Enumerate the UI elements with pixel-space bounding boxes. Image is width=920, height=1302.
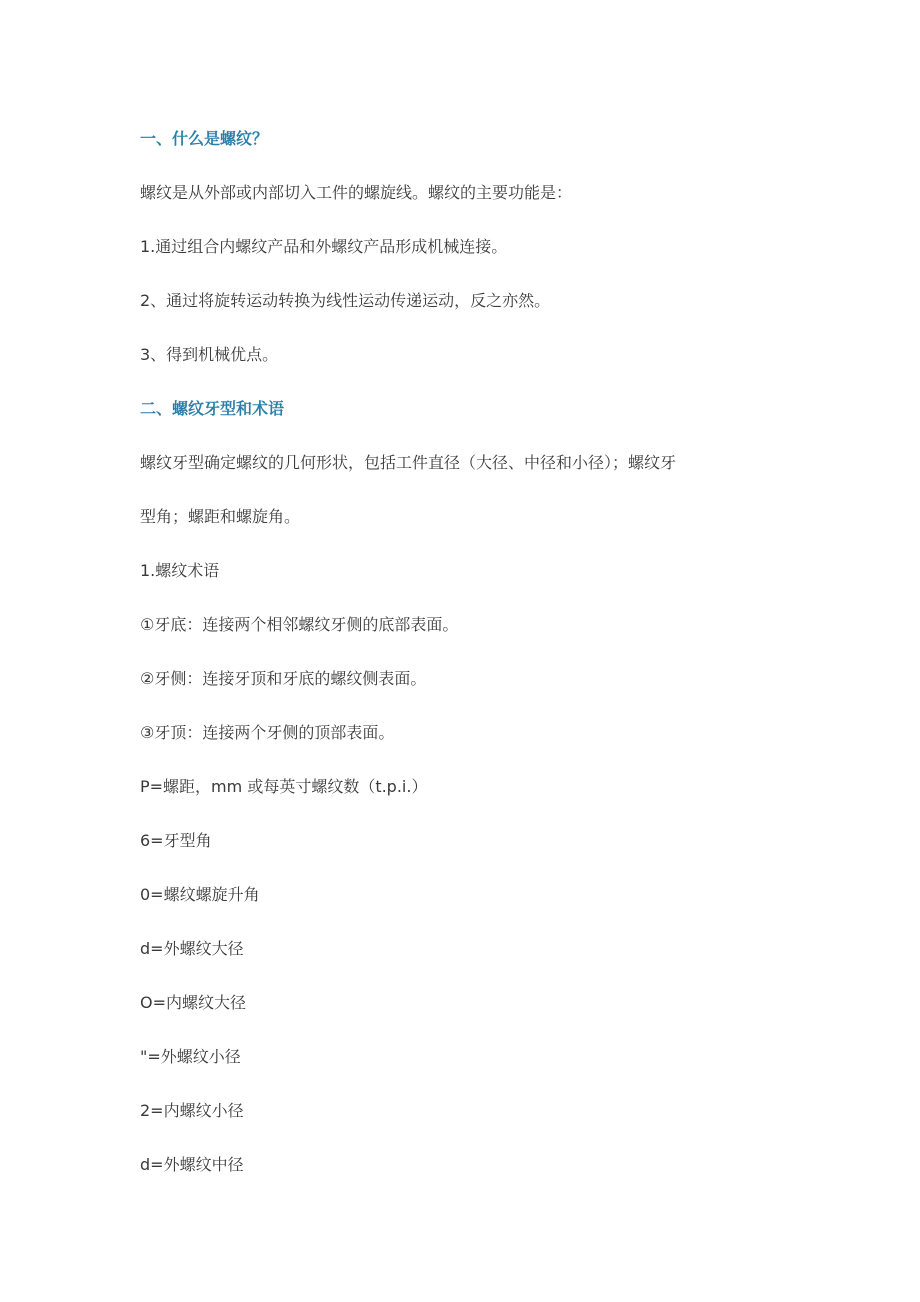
section2-intro-line2: 型角；螺距和螺旋角。 xyxy=(140,507,301,526)
term-root: ①牙底：连接两个相邻螺纹牙侧的底部表面。 xyxy=(140,615,459,634)
symbol-internal-minor-diameter: 2=内螺纹小径 xyxy=(140,1101,244,1120)
symbol-external-major-diameter: d=外螺纹大径 xyxy=(140,939,244,958)
section1-item-2: 2、通过将旋转运动转换为线性运动传递运动，反之亦然。 xyxy=(140,291,551,310)
section1-heading: 一、什么是螺纹？ xyxy=(140,129,269,148)
section2-subheading: 1.螺纹术语 xyxy=(140,561,220,580)
symbol-external-minor-diameter: "=外螺纹小径 xyxy=(140,1047,241,1066)
section1-intro: 螺纹是从外部或内部切入工件的螺旋线。螺纹的主要功能是： xyxy=(140,183,573,202)
term-crest: ③牙顶：连接两个牙侧的顶部表面。 xyxy=(140,723,395,742)
section2-intro-line1: 螺纹牙型确定螺纹的几何形状，包括工件直径（大径、中径和小径）；螺纹牙 xyxy=(140,453,677,472)
section2-heading: 二、螺纹牙型和术语 xyxy=(140,399,285,418)
symbol-internal-major-diameter: O=内螺纹大径 xyxy=(140,993,247,1012)
term-flank: ②牙侧：连接牙顶和牙底的螺纹侧表面。 xyxy=(140,669,427,688)
section1-item-3: 3、得到机械优点。 xyxy=(140,345,279,364)
symbol-lead-angle: 0=螺纹螺旋升角 xyxy=(140,885,260,904)
section1-item-1: 1.通过组合内螺纹产品和外螺纹产品形成机械连接。 xyxy=(140,237,508,256)
symbol-pitch: P=螺距，mm 或每英寸螺纹数（t.p.i.） xyxy=(140,777,428,796)
symbol-profile-angle: 6=牙型角 xyxy=(140,831,212,850)
symbol-external-pitch-diameter: d=外螺纹中径 xyxy=(140,1155,244,1174)
